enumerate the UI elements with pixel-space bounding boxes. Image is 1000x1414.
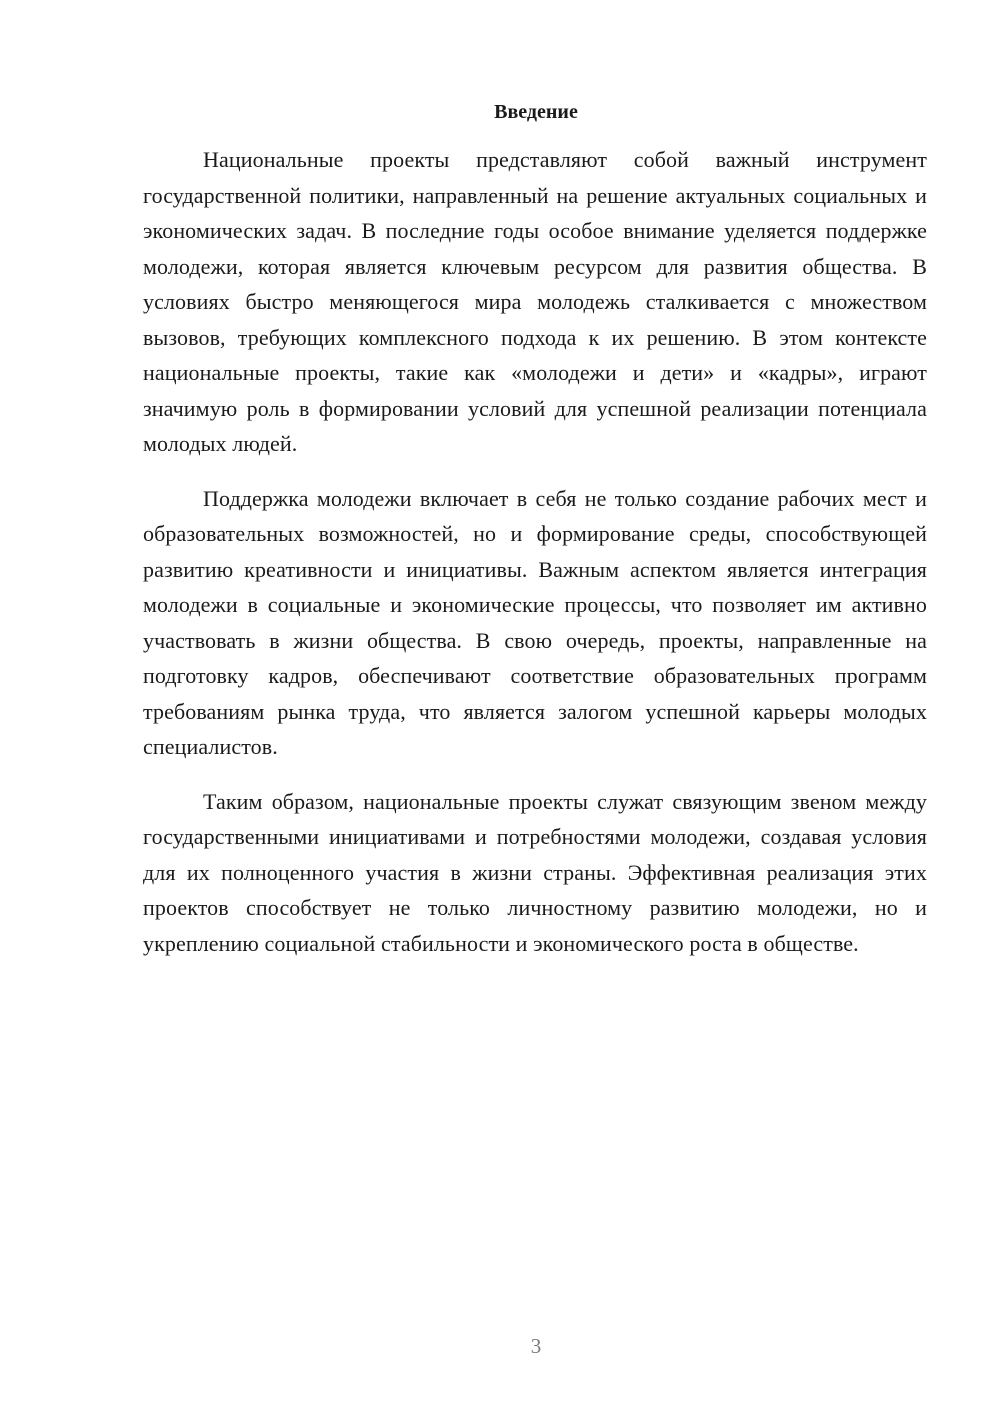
paragraph-2: Поддержка молодежи включает в себя не только создание рабочих мест и образовательных возможностей, но и формирование среды, способствующей развитию креативности и инициативы. Важным аспектом является интеграция молодежи в социальные и экономические процессы, что позволяет им активно участвовать в жизни общества. В свою очередь, проекты, направленные на подготовку кадров, обеспечивают соответствие образовательных программ требованиям рынка труда, что является залогом успешной карьеры молодых специалистов. bbox=[143, 485, 927, 759]
paragraph-1: Национальные проекты представляют собой важный инструмент государственной политики, направленный на решение актуальных социальных и экономических задач. В последние годы особое внимание уделяется поддержке молодежи, которая является ключевым ресурсом для развития общества. В условиях быстро меняющегося мира молодежь сталкивается с множеством вызовов, требующих комплексного подхода к их решению. В этом контексте национальные проекты, такие как «молодежи и дети» и «кадры», играют значимую роль в формировании условий для успешной реализации потенциала молодых людей. bbox=[143, 147, 927, 456]
paragraph-3: Таким образом, национальные проекты служат связующим звеном между государственными инициативами и потребностями молодежи, создавая условия для их полноценного участия в жизни страны. Эффективная реализация этих проектов способствует не только личностному развитию молодежи, но и укреплению социальной стабильности и экономического роста в обществе. bbox=[143, 788, 927, 956]
section-title: Введение bbox=[494, 101, 578, 123]
body-text bbox=[143, 142, 927, 980]
page-number: 3 bbox=[530, 1334, 542, 1358]
